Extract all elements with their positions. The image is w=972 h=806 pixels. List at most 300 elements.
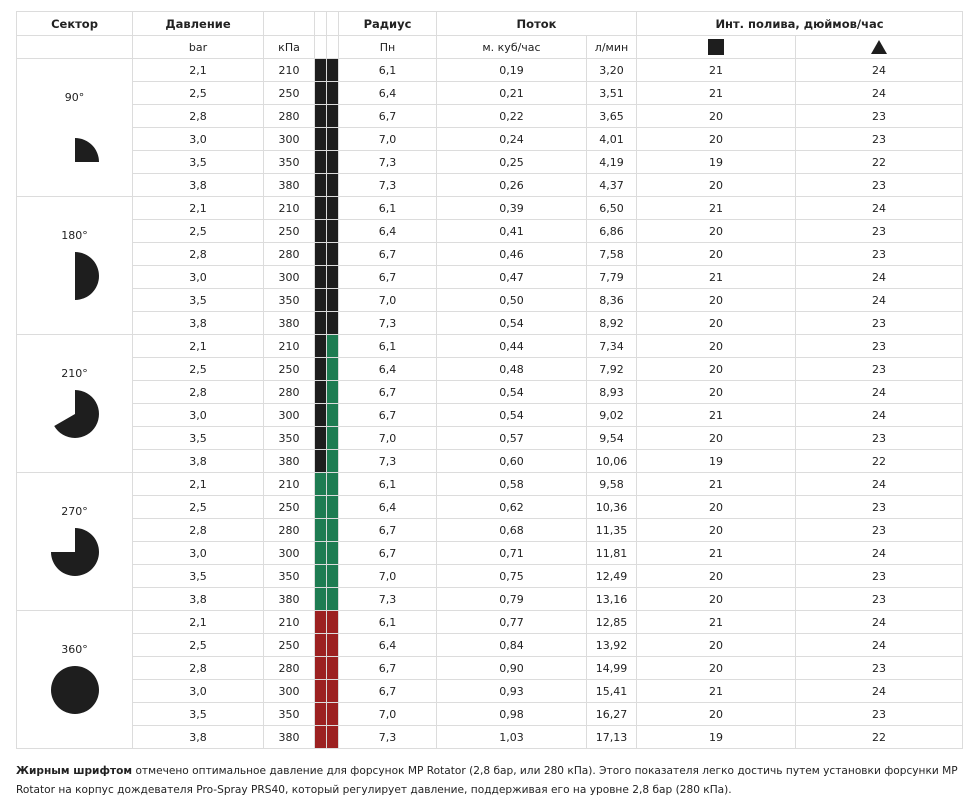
cell-bar: 2,1 — [133, 197, 264, 220]
cell-flow-lmin: 4,37 — [587, 174, 637, 197]
unit-radius: Пн — [339, 36, 437, 59]
cell-kpa: 300 — [264, 404, 315, 427]
table-row — [17, 128, 963, 151]
cell-flow-lmin: 10,36 — [587, 496, 637, 519]
pressure-indicator-left — [315, 611, 327, 634]
header-bar-blank-1 — [315, 12, 327, 36]
cell-precip-triangle: 23 — [796, 427, 963, 450]
cell-radius: 6,1 — [339, 335, 437, 358]
table-row — [17, 289, 963, 312]
cell-flow-m3: 0,60 — [437, 450, 587, 473]
header-flow: Поток — [437, 12, 637, 36]
cell-radius: 7,3 — [339, 312, 437, 335]
pressure-indicator-right — [327, 197, 339, 220]
cell-flow-m3: 0,41 — [437, 220, 587, 243]
sector-cell — [17, 59, 133, 197]
cell-kpa: 350 — [264, 565, 315, 588]
cell-flow-m3: 0,58 — [437, 473, 587, 496]
cell-bar: 2,5 — [133, 496, 264, 519]
cell-flow-m3: 0,47 — [437, 266, 587, 289]
cell-precip-triangle: 23 — [796, 243, 963, 266]
cell-bar: 3,0 — [133, 542, 264, 565]
sector-270-icon — [51, 528, 99, 579]
pressure-indicator-right — [327, 381, 339, 404]
cell-radius: 6,7 — [339, 542, 437, 565]
triangle-spacing-icon — [796, 36, 963, 59]
cell-flow-lmin: 12,49 — [587, 565, 637, 588]
cell-precip-square: 20 — [637, 174, 796, 197]
cell-precip-triangle: 24 — [796, 542, 963, 565]
pressure-indicator-left — [315, 266, 327, 289]
cell-flow-lmin: 14,99 — [587, 657, 637, 680]
pressure-indicator-right — [327, 404, 339, 427]
cell-radius: 7,3 — [339, 174, 437, 197]
footnote-text: отмечено оптимальное давление для форсунок MP Rotator (2,8 бар, или 280 кПа). Этого показателя легко достичь путем установки форсунки MP Rotator на корпус дождевателя Pro-Spray PRS40, который регулирует давление, поддерживая его на уровне 2,8 бар (280 кПа). — [16, 765, 958, 796]
cell-bar: 3,8 — [133, 450, 264, 473]
cell-bar: 3,5 — [133, 703, 264, 726]
cell-flow-m3: 0,44 — [437, 335, 587, 358]
pressure-indicator-left — [315, 381, 327, 404]
cell-flow-lmin: 4,19 — [587, 151, 637, 174]
table-row — [17, 496, 963, 519]
cell-radius: 6,4 — [339, 82, 437, 105]
cell-precip-triangle: 23 — [796, 657, 963, 680]
sector-label: 210° — [61, 366, 88, 380]
cell-precip-square: 21 — [637, 82, 796, 105]
cell-flow-lmin: 9,54 — [587, 427, 637, 450]
cell-flow-lmin: 13,92 — [587, 634, 637, 657]
cell-flow-lmin: 11,81 — [587, 542, 637, 565]
cell-flow-lmin: 6,86 — [587, 220, 637, 243]
pressure-indicator-left — [315, 634, 327, 657]
pressure-indicator-left — [315, 220, 327, 243]
cell-precip-triangle: 24 — [796, 59, 963, 82]
pressure-indicator-right — [327, 680, 339, 703]
pressure-indicator-right — [327, 611, 339, 634]
cell-bar: 3,8 — [133, 588, 264, 611]
sector-cell — [17, 473, 133, 611]
cell-precip-square: 20 — [637, 243, 796, 266]
cell-radius: 6,1 — [339, 59, 437, 82]
cell-flow-m3: 0,77 — [437, 611, 587, 634]
unit-sector-blank — [17, 36, 133, 59]
cell-flow-lmin: 13,16 — [587, 588, 637, 611]
cell-precip-square: 20 — [637, 657, 796, 680]
table-row — [17, 680, 963, 703]
cell-kpa: 250 — [264, 220, 315, 243]
footnote-bold: Жирным шрифтом — [16, 765, 133, 777]
cell-bar: 2,8 — [133, 105, 264, 128]
cell-precip-triangle: 23 — [796, 335, 963, 358]
cell-kpa: 210 — [264, 197, 315, 220]
cell-flow-lmin: 11,35 — [587, 519, 637, 542]
cell-precip-triangle: 24 — [796, 404, 963, 427]
cell-radius: 7,0 — [339, 289, 437, 312]
pressure-indicator-right — [327, 220, 339, 243]
cell-bar: 3,5 — [133, 565, 264, 588]
table-row — [17, 427, 963, 450]
pressure-indicator-right — [327, 335, 339, 358]
cell-radius: 6,7 — [339, 266, 437, 289]
cell-radius: 6,1 — [339, 611, 437, 634]
table-row — [17, 657, 963, 680]
pressure-indicator-left — [315, 473, 327, 496]
cell-flow-lmin: 10,06 — [587, 450, 637, 473]
full-circle-sector-icon — [51, 666, 99, 717]
cell-flow-lmin: 17,13 — [587, 726, 637, 749]
pressure-indicator-left — [315, 588, 327, 611]
cell-precip-triangle: 24 — [796, 197, 963, 220]
table-row — [17, 381, 963, 404]
cell-flow-m3: 0,54 — [437, 381, 587, 404]
header-pressure: Давление — [133, 12, 264, 36]
table-row — [17, 243, 963, 266]
sector-label: 270° — [61, 504, 88, 518]
cell-kpa: 250 — [264, 634, 315, 657]
table-row — [17, 105, 963, 128]
pressure-indicator-left — [315, 174, 327, 197]
unit-flow-m3: м. куб/час — [437, 36, 587, 59]
cell-kpa: 300 — [264, 542, 315, 565]
cell-radius: 6,7 — [339, 680, 437, 703]
cell-precip-square: 20 — [637, 289, 796, 312]
cell-bar: 2,1 — [133, 611, 264, 634]
pressure-indicator-left — [315, 404, 327, 427]
pressure-indicator-left — [315, 105, 327, 128]
pressure-indicator-right — [327, 151, 339, 174]
cell-precip-square: 21 — [637, 266, 796, 289]
cell-precip-triangle: 22 — [796, 450, 963, 473]
cell-kpa: 380 — [264, 450, 315, 473]
header-bar-blank-2 — [327, 12, 339, 36]
cell-flow-lmin: 12,85 — [587, 611, 637, 634]
pressure-indicator-left — [315, 312, 327, 335]
cell-flow-lmin: 8,36 — [587, 289, 637, 312]
pressure-indicator-right — [327, 726, 339, 749]
cell-precip-square: 21 — [637, 59, 796, 82]
cell-precip-triangle: 24 — [796, 634, 963, 657]
pressure-indicator-right — [327, 519, 339, 542]
cell-flow-lmin: 3,20 — [587, 59, 637, 82]
cell-precip-triangle: 23 — [796, 312, 963, 335]
cell-radius: 7,0 — [339, 703, 437, 726]
pressure-indicator-left — [315, 243, 327, 266]
cell-kpa: 210 — [264, 59, 315, 82]
cell-radius: 7,0 — [339, 565, 437, 588]
cell-kpa: 280 — [264, 657, 315, 680]
pressure-indicator-left — [315, 151, 327, 174]
cell-precip-triangle: 23 — [796, 105, 963, 128]
cell-precip-square: 21 — [637, 542, 796, 565]
cell-bar: 3,0 — [133, 680, 264, 703]
pressure-indicator-left — [315, 427, 327, 450]
pressure-indicator-right — [327, 634, 339, 657]
cell-precip-square: 20 — [637, 220, 796, 243]
pressure-indicator-right — [327, 105, 339, 128]
cell-flow-lmin: 7,92 — [587, 358, 637, 381]
cell-flow-m3: 0,62 — [437, 496, 587, 519]
cell-precip-square: 20 — [637, 634, 796, 657]
cell-precip-triangle: 22 — [796, 151, 963, 174]
cell-radius: 6,7 — [339, 243, 437, 266]
cell-radius: 6,4 — [339, 496, 437, 519]
sector-cell — [17, 197, 133, 335]
cell-flow-m3: 0,75 — [437, 565, 587, 588]
cell-bar: 2,1 — [133, 59, 264, 82]
cell-kpa: 350 — [264, 289, 315, 312]
table-row — [17, 588, 963, 611]
table-row — [17, 59, 963, 82]
pressure-indicator-right — [327, 703, 339, 726]
cell-precip-triangle: 23 — [796, 174, 963, 197]
cell-flow-m3: 0,48 — [437, 358, 587, 381]
sector-cell — [17, 335, 133, 473]
cell-flow-m3: 0,39 — [437, 197, 587, 220]
cell-kpa: 210 — [264, 335, 315, 358]
pressure-indicator-right — [327, 266, 339, 289]
cell-radius: 6,1 — [339, 197, 437, 220]
cell-precip-triangle: 24 — [796, 82, 963, 105]
table-row — [17, 197, 963, 220]
cell-precip-triangle: 24 — [796, 266, 963, 289]
pressure-indicator-right — [327, 450, 339, 473]
cell-precip-triangle: 24 — [796, 381, 963, 404]
cell-kpa: 250 — [264, 358, 315, 381]
cell-bar: 2,8 — [133, 657, 264, 680]
pressure-indicator-left — [315, 496, 327, 519]
cell-flow-lmin: 15,41 — [587, 680, 637, 703]
cell-radius: 7,3 — [339, 588, 437, 611]
cell-kpa: 280 — [264, 105, 315, 128]
table-row — [17, 82, 963, 105]
cell-kpa: 210 — [264, 473, 315, 496]
table-row — [17, 358, 963, 381]
table-row — [17, 703, 963, 726]
cell-precip-square: 21 — [637, 473, 796, 496]
cell-precip-square: 20 — [637, 358, 796, 381]
pressure-indicator-right — [327, 174, 339, 197]
cell-flow-lmin: 3,51 — [587, 82, 637, 105]
cell-precip-triangle: 23 — [796, 358, 963, 381]
cell-bar: 2,5 — [133, 358, 264, 381]
cell-flow-m3: 0,19 — [437, 59, 587, 82]
pressure-indicator-left — [315, 519, 327, 542]
cell-precip-square: 20 — [637, 381, 796, 404]
cell-flow-m3: 0,68 — [437, 519, 587, 542]
cell-flow-lmin: 7,79 — [587, 266, 637, 289]
cell-kpa: 350 — [264, 151, 315, 174]
cell-flow-m3: 0,25 — [437, 151, 587, 174]
cell-precip-square: 20 — [637, 128, 796, 151]
cell-precip-square: 20 — [637, 312, 796, 335]
pressure-indicator-right — [327, 82, 339, 105]
cell-flow-m3: 0,22 — [437, 105, 587, 128]
cell-kpa: 350 — [264, 703, 315, 726]
cell-bar: 2,8 — [133, 243, 264, 266]
cell-kpa: 300 — [264, 266, 315, 289]
table-row — [17, 565, 963, 588]
cell-precip-triangle: 23 — [796, 220, 963, 243]
cell-radius: 7,3 — [339, 450, 437, 473]
table-row — [17, 450, 963, 473]
cell-flow-m3: 0,79 — [437, 588, 587, 611]
cell-precip-square: 20 — [637, 335, 796, 358]
cell-flow-m3: 0,26 — [437, 174, 587, 197]
square-spacing-icon — [637, 36, 796, 59]
pressure-indicator-left — [315, 680, 327, 703]
cell-flow-lmin: 3,65 — [587, 105, 637, 128]
table-row — [17, 404, 963, 427]
pressure-indicator-right — [327, 565, 339, 588]
table-row — [17, 266, 963, 289]
cell-bar: 3,5 — [133, 289, 264, 312]
table-row — [17, 726, 963, 749]
cell-precip-square: 21 — [637, 404, 796, 427]
pressure-indicator-right — [327, 128, 339, 151]
cell-flow-lmin: 8,92 — [587, 312, 637, 335]
cell-bar: 3,5 — [133, 151, 264, 174]
pressure-indicator-left — [315, 82, 327, 105]
cell-radius: 6,7 — [339, 657, 437, 680]
cell-bar: 3,0 — [133, 404, 264, 427]
cell-radius: 6,7 — [339, 381, 437, 404]
cell-bar: 2,8 — [133, 519, 264, 542]
cell-precip-square: 20 — [637, 427, 796, 450]
pressure-indicator-right — [327, 243, 339, 266]
cell-kpa: 380 — [264, 312, 315, 335]
cell-precip-triangle: 24 — [796, 289, 963, 312]
cell-kpa: 380 — [264, 588, 315, 611]
pressure-indicator-left — [315, 128, 327, 151]
header-radius: Радиус — [339, 12, 437, 36]
cell-bar: 3,0 — [133, 128, 264, 151]
cell-precip-triangle: 23 — [796, 588, 963, 611]
cell-bar: 3,8 — [133, 726, 264, 749]
pressure-indicator-left — [315, 703, 327, 726]
cell-flow-lmin: 9,02 — [587, 404, 637, 427]
cell-bar: 2,8 — [133, 381, 264, 404]
cell-kpa: 380 — [264, 726, 315, 749]
cell-precip-triangle: 24 — [796, 473, 963, 496]
cell-flow-m3: 0,90 — [437, 657, 587, 680]
table-row — [17, 312, 963, 335]
cell-precip-square: 21 — [637, 611, 796, 634]
cell-flow-m3: 0,57 — [437, 427, 587, 450]
cell-kpa: 300 — [264, 128, 315, 151]
pressure-indicator-right — [327, 473, 339, 496]
cell-bar: 2,5 — [133, 220, 264, 243]
table-row — [17, 174, 963, 197]
cell-kpa: 300 — [264, 680, 315, 703]
cell-kpa: 210 — [264, 611, 315, 634]
cell-precip-square: 19 — [637, 151, 796, 174]
unit-flow-lmin: л/мин — [587, 36, 637, 59]
table-row — [17, 634, 963, 657]
pressure-indicator-left — [315, 726, 327, 749]
header-pressure-blank — [264, 12, 315, 36]
cell-flow-lmin: 7,58 — [587, 243, 637, 266]
cell-precip-square: 21 — [637, 680, 796, 703]
cell-radius: 6,7 — [339, 519, 437, 542]
cell-radius: 6,7 — [339, 105, 437, 128]
units-row — [17, 36, 963, 59]
cell-flow-m3: 1,03 — [437, 726, 587, 749]
table-row — [17, 335, 963, 358]
table-row — [17, 151, 963, 174]
half-sector-icon — [51, 252, 99, 303]
cell-precip-triangle: 23 — [796, 519, 963, 542]
cell-precip-triangle: 23 — [796, 565, 963, 588]
table-row — [17, 611, 963, 634]
cell-flow-m3: 0,24 — [437, 128, 587, 151]
cell-flow-m3: 0,54 — [437, 404, 587, 427]
nozzle-performance-table — [16, 11, 963, 749]
cell-radius: 7,3 — [339, 151, 437, 174]
pressure-indicator-right — [327, 496, 339, 519]
cell-flow-lmin: 8,93 — [587, 381, 637, 404]
cell-flow-lmin: 4,01 — [587, 128, 637, 151]
cell-precip-square: 20 — [637, 703, 796, 726]
cell-flow-m3: 0,50 — [437, 289, 587, 312]
pressure-indicator-right — [327, 59, 339, 82]
pressure-indicator-left — [315, 358, 327, 381]
pressure-indicator-left — [315, 657, 327, 680]
cell-kpa: 350 — [264, 427, 315, 450]
cell-flow-m3: 0,84 — [437, 634, 587, 657]
sector-label: 90° — [64, 90, 85, 104]
cell-kpa: 380 — [264, 174, 315, 197]
cell-flow-m3: 0,46 — [437, 243, 587, 266]
cell-flow-lmin: 16,27 — [587, 703, 637, 726]
unit-bar-blank-1 — [315, 36, 327, 59]
pressure-indicator-left — [315, 59, 327, 82]
pressure-indicator-right — [327, 289, 339, 312]
pressure-indicator-left — [315, 565, 327, 588]
unit-bar: bar — [133, 36, 264, 59]
sector-label: 360° — [61, 642, 88, 656]
cell-kpa: 250 — [264, 496, 315, 519]
cell-precip-square: 20 — [637, 105, 796, 128]
cell-precip-square: 19 — [637, 726, 796, 749]
cell-precip-triangle: 24 — [796, 680, 963, 703]
unit-kpa: кПа — [264, 36, 315, 59]
cell-radius: 7,0 — [339, 128, 437, 151]
cell-precip-triangle: 23 — [796, 128, 963, 151]
cell-flow-lmin: 7,34 — [587, 335, 637, 358]
cell-flow-m3: 0,54 — [437, 312, 587, 335]
cell-flow-m3: 0,93 — [437, 680, 587, 703]
cell-bar: 2,1 — [133, 335, 264, 358]
cell-precip-triangle: 24 — [796, 611, 963, 634]
pressure-indicator-right — [327, 427, 339, 450]
cell-bar: 2,5 — [133, 634, 264, 657]
cell-precip-triangle: 23 — [796, 703, 963, 726]
cell-radius: 7,0 — [339, 427, 437, 450]
pressure-indicator-left — [315, 197, 327, 220]
cell-radius: 7,3 — [339, 726, 437, 749]
cell-radius: 6,7 — [339, 404, 437, 427]
quarter-sector-icon — [51, 114, 99, 165]
cell-bar: 3,0 — [133, 266, 264, 289]
cell-precip-triangle: 23 — [796, 496, 963, 519]
cell-kpa: 250 — [264, 82, 315, 105]
cell-precip-square: 20 — [637, 519, 796, 542]
cell-precip-square: 20 — [637, 588, 796, 611]
footnote — [16, 762, 962, 800]
pressure-indicator-right — [327, 657, 339, 680]
header-row — [17, 12, 963, 36]
cell-flow-m3: 0,71 — [437, 542, 587, 565]
